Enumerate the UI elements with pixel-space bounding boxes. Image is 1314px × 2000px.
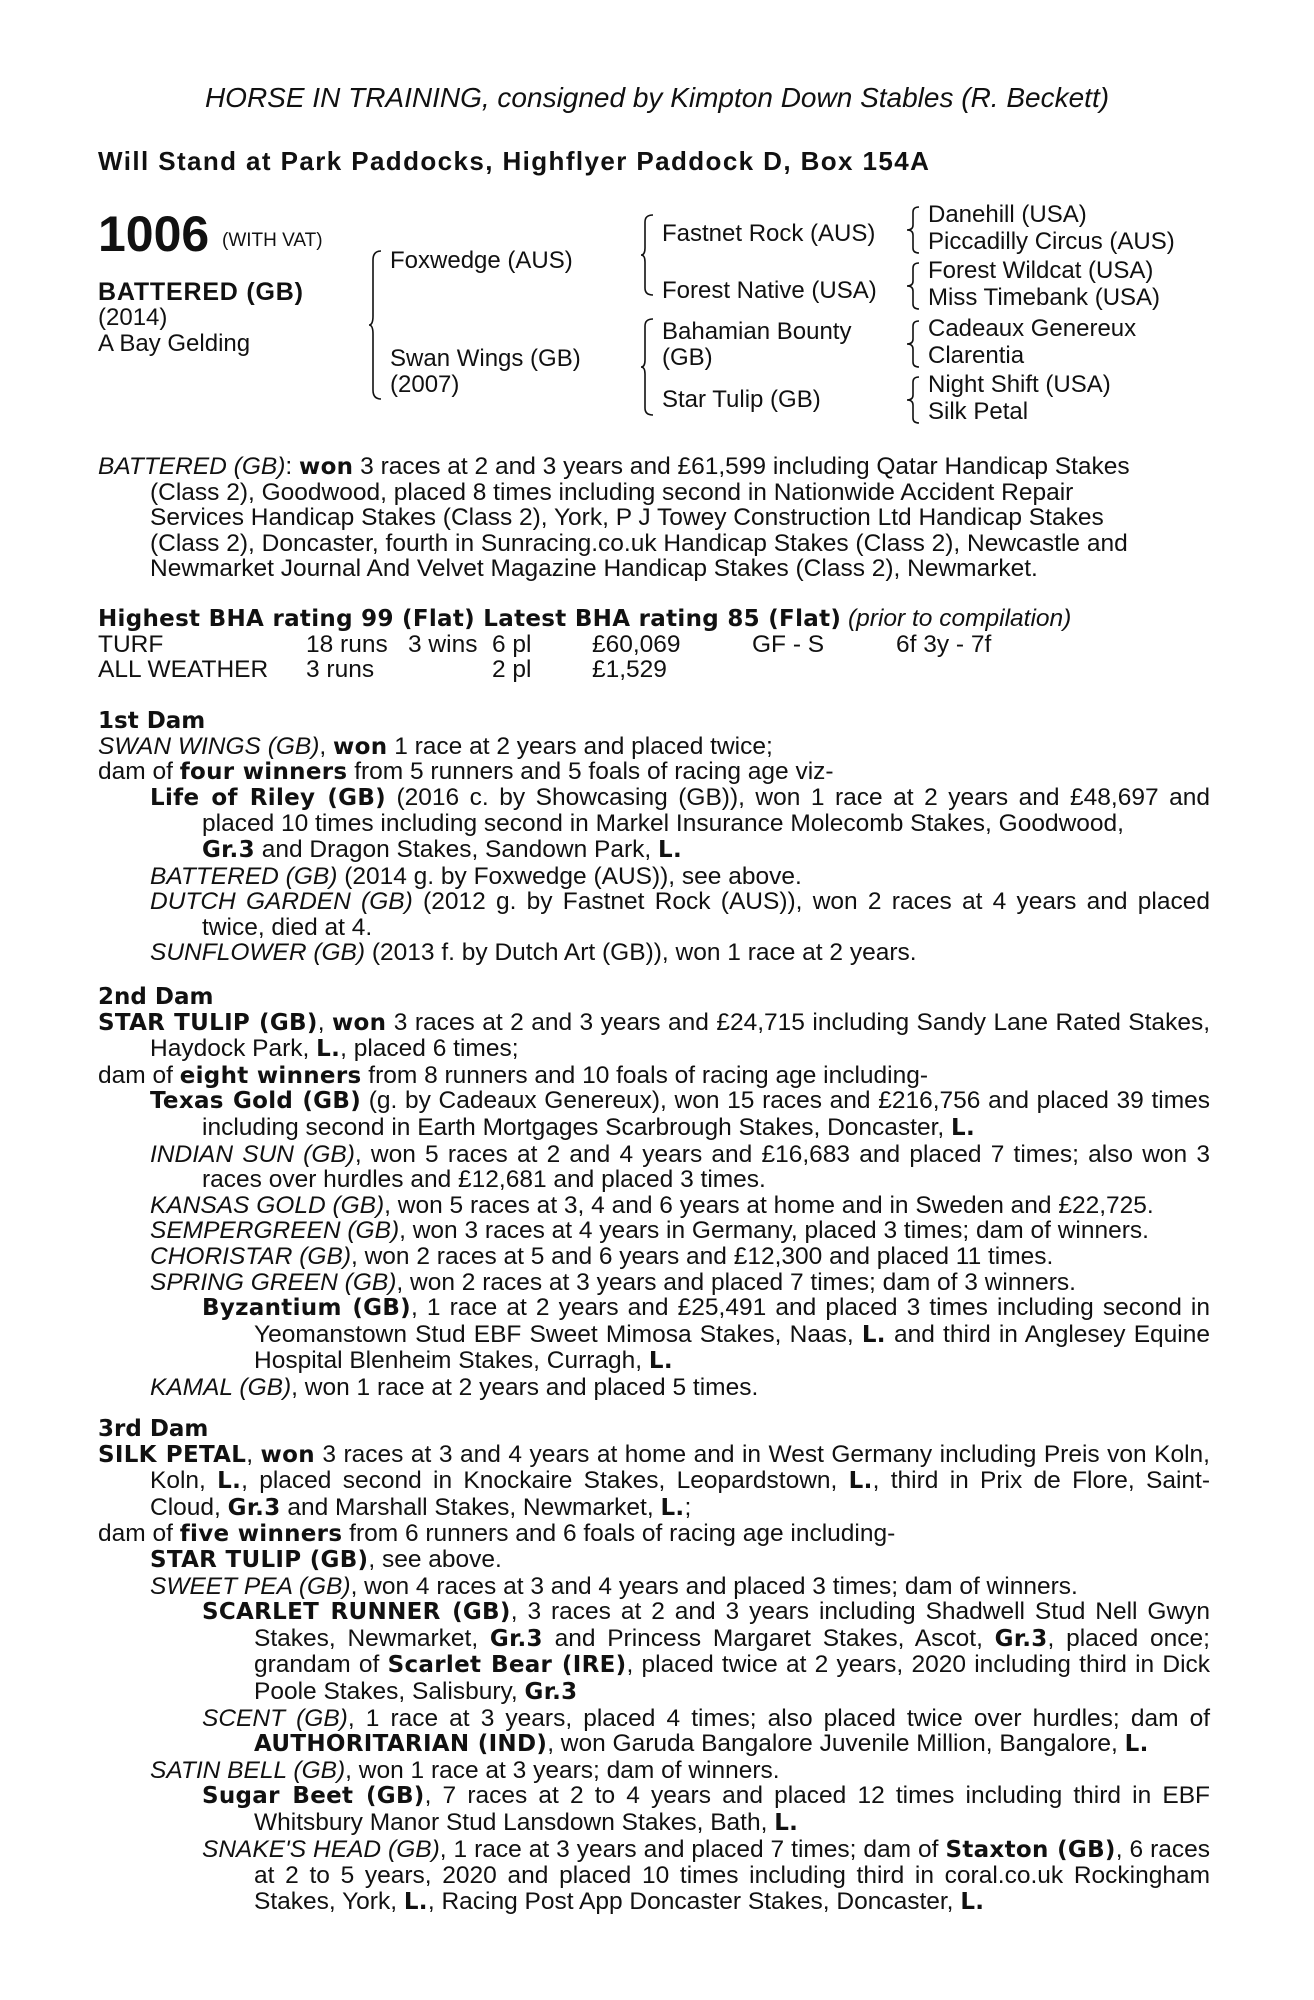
produce-texas-gold xyxy=(98,1088,1210,1141)
produce-name: STAR TULIP (GB) xyxy=(150,1546,369,1573)
produce-indian-sun xyxy=(98,1142,1210,1193)
produce-record: , won 5 races at 2 and 4 years and £16,683 and placed 7 times; also won 3 races over hurdles and £12,681 and placed 3 times. xyxy=(202,1140,1210,1194)
produce-sweet-pea xyxy=(98,1574,1210,1600)
produce-record: , 3 races at 2 and 3 years including Shadwell Stud Nell Gwyn Stakes, Newmarket, xyxy=(254,1598,1211,1652)
second-dam-heading: 2nd Dam xyxy=(98,984,214,1010)
produce-name: SCARLET RUNNER (GB) xyxy=(202,1599,511,1626)
produce-record: (2012 g. by Fastnet Rock (AUS)), won 2 races at 4 years and placed twice, died at 4. xyxy=(202,888,1211,941)
first-dam-won: won xyxy=(333,733,388,760)
third-dam-won: won xyxy=(260,1441,315,1468)
produce-scarlet-runner xyxy=(98,1599,1210,1705)
produce-name: SATIN BELL (GB) xyxy=(150,1756,346,1784)
first-dam-winners-rest: from 5 runners and 5 foals of racing age viz- xyxy=(354,758,834,786)
gp-bracket-3 xyxy=(906,320,920,368)
produce-dutch-garden xyxy=(98,889,1210,940)
dam-of-label: dam of xyxy=(98,1520,173,1548)
produce-record: and third in Anglesey Equine Hospital Blenheim Stakes, Curragh, xyxy=(254,1320,1210,1375)
produce-sugar-beet xyxy=(98,1783,1210,1836)
produce-record: , 1 race at 3 years and placed 7 times; dam of xyxy=(439,1835,939,1863)
runs-surface: TURF xyxy=(98,630,164,658)
third-dam-record: SILK PETAL, won 3 races at 3 and 4 years at home and in West Germany including Preis von Koln, Koln, L., placed second in Knockaire Stakes, Leopardstown, L., third in Prix de Flore, Saint-Cloud, Gr.3 and Marshall Stakes, Newmarket, L.; xyxy=(98,1440,1210,1521)
produce-name: SEMPERGREEN (GB) xyxy=(150,1217,400,1245)
produce-name: AUTHORITARIAN (IND) xyxy=(254,1731,548,1758)
summary-line-1: 3 races at 2 and 3 years and £61,599 including Qatar Handicap Stakes xyxy=(360,453,1130,480)
first-dam-winners: four winners xyxy=(179,759,348,786)
gp-bracket-4 xyxy=(906,376,920,424)
produce-record: , won 4 races at 3 and 4 years and placed 3 times; dam of winners. xyxy=(350,1572,1078,1600)
runs-going: GF - S xyxy=(752,630,825,658)
listed-label: L. xyxy=(774,1809,799,1836)
produce-name: SUNFLOWER (GB) xyxy=(150,939,366,967)
ratings-headline: Highest BHA rating 99 (Flat) Latest BHA rating 85 (Flat) xyxy=(98,606,842,632)
third-dam-rec: , placed second in Knockaire Stakes, Leopardstown, xyxy=(241,1467,838,1495)
summary-line-5: Newmarket Journal And Velvet Magazine Handicap Stakes (Class 2), Newmarket. xyxy=(150,555,1038,583)
runs-distance xyxy=(896,657,991,683)
dam-sire: Bahamian Bounty xyxy=(662,318,852,345)
third-dam-rec: ; xyxy=(684,1493,692,1521)
second-dam-record: STAR TULIP (GB), won 3 races at 2 and 3 years and £24,715 including Sandy Lane Rated Stakes, Haydock Park, L., placed 6 times; xyxy=(98,1008,1210,1063)
dam-dam: Star Tulip (GB) xyxy=(662,386,821,413)
first-dam-name: SWAN WINGS (GB) xyxy=(98,732,320,760)
ancestor-silk-petal: Silk Petal xyxy=(928,398,1029,425)
produce-record: (2013 f. by Dutch Art (GB)), won 1 race at 2 years. xyxy=(371,939,917,967)
listed-label: L. xyxy=(848,1468,873,1495)
second-dam-won: won xyxy=(331,1009,387,1036)
gp-bracket-2 xyxy=(906,262,920,310)
sire-dam: Forest Native (USA) xyxy=(662,277,877,304)
listed-label: L. xyxy=(316,1036,341,1063)
produce-record: , placed twice at 2 years, 2020 including third in Dick Poole Stakes, Salisbury, xyxy=(254,1651,1211,1705)
first-dam-section: 1st Dam SWAN WINGS (GB), won 1 race at 2 years and placed twice; dam of four winners from 5 runners and 5 foals of racing age viz- Life of Riley (GB) (2016 c. by Showcasing (GB)), won 1 race at 2 years and £48,697 and placed 10 times including second in Markel Insurance Molecomb Stakes, Goodwood, Gr.3 and Dragon Stakes, Sandown Park, L. BATTERED (GB) (2014 g. by Foxwedge (AUS)), see above. DUTCH GARDEN (GB) (2012 g. by Fastnet Rock (AUS)), won 2 races at 4 years and placed twice, died at 4. SUNFLOWER (GB) (2013 f. by Dutch Art (GB)), won 1 race at 2 years. xyxy=(98,708,1211,967)
runs-prize: £60,069 xyxy=(592,630,681,658)
produce-record: , won 2 races at 3 years and placed 7 times; dam of 3 winners. xyxy=(396,1268,1076,1296)
produce-record: , won 5 races at 3, 4 and 6 years at home and in Sweden and £22,725. xyxy=(384,1191,1154,1219)
grade-label: Gr.3 xyxy=(524,1678,578,1705)
grade-label: Gr.3 xyxy=(489,1625,543,1652)
ratings-block xyxy=(98,606,1210,683)
listed-label: L. xyxy=(960,1888,985,1915)
produce-name: CHORISTAR (GB) xyxy=(150,1242,351,1270)
third-dam-winners: five winners xyxy=(179,1521,343,1548)
runs-table xyxy=(98,632,991,683)
ratings-note: (prior to compilation) xyxy=(848,605,1072,632)
runs-row-turf xyxy=(98,632,991,658)
first-dam-record: 1 race at 2 years and placed twice; xyxy=(394,732,773,760)
grade-label: Gr.3 xyxy=(994,1625,1048,1652)
dam-of-label: dam of xyxy=(98,758,173,786)
stand-location: Will Stand at Park Paddocks, Highflyer Paddock D, Box 154A xyxy=(98,146,931,176)
summary-colon: : xyxy=(285,453,293,480)
produce-name: KANSAS GOLD (GB) xyxy=(150,1191,385,1219)
produce-sunflower xyxy=(98,940,1210,966)
listed-label: L. xyxy=(1124,1731,1149,1758)
ancestor-clarentia: Clarentia xyxy=(928,342,1025,369)
dam-name: Swan Wings (GB) xyxy=(390,345,581,372)
produce-sempergreen xyxy=(98,1218,1210,1244)
gp-bracket-1 xyxy=(906,206,920,254)
produce-name: INDIAN SUN (GB) xyxy=(150,1140,355,1168)
produce-choristar xyxy=(98,1244,1210,1270)
produce-life-of-riley xyxy=(98,785,1210,864)
produce-name: BATTERED (GB) xyxy=(150,862,338,890)
pedigree-bracket xyxy=(368,250,382,400)
lot-number: 1006 xyxy=(98,206,210,262)
produce-byzantium xyxy=(98,1295,1210,1375)
produce-record: , won 2 races at 5 and 6 years and £12,300 and placed 11 times. xyxy=(351,1242,1054,1270)
produce-record: (2016 c. by Showcasing (GB)), won 1 race at 2 years and £48,697 and placed 10 times including second in Markel Insurance Molecomb Stakes, Goodwood, xyxy=(202,783,1210,838)
listed-label: L. xyxy=(660,1494,685,1521)
dam-bracket xyxy=(640,318,654,416)
runs-prize: £1,529 xyxy=(592,656,667,684)
grade-label: Gr.3 xyxy=(227,1494,281,1521)
produce-name: Sugar Beet (GB) xyxy=(202,1783,425,1810)
runs-going xyxy=(752,657,896,683)
runs-wins xyxy=(408,657,492,683)
produce-record: and Dragon Stakes, Sandown Park, xyxy=(261,835,652,863)
produce-record: , 1 race at 3 years, placed 4 times; also placed twice over hurdles; dam of xyxy=(347,1704,1210,1732)
runs-placed: 6 pl xyxy=(492,630,532,658)
produce-name: Scarlet Bear (IRE) xyxy=(387,1652,627,1679)
produce-record: (2014 g. by Foxwedge (AUS)), see above. xyxy=(344,862,802,890)
produce-snakes-head xyxy=(98,1837,1210,1916)
ancestor-danehill: Danehill (USA) xyxy=(928,201,1087,228)
consignor-line: HORSE IN TRAINING, consigned by Kimpton Down Stables (R. Beckett) xyxy=(204,82,1110,113)
horse-description: A Bay Gelding xyxy=(98,330,251,357)
produce-record: , won 3 races at 4 years in Germany, placed 3 times; dam of winners. xyxy=(399,1217,1149,1245)
produce-name: Life of Riley (GB) xyxy=(150,784,386,811)
third-dam-rec: and Marshall Stakes, Newmarket, xyxy=(287,1493,654,1521)
summary-horse-name: BATTERED (GB) xyxy=(98,453,286,480)
produce-battered xyxy=(98,864,1210,890)
horse-year: (2014) xyxy=(98,304,168,331)
vat-note: (WITH VAT) xyxy=(222,230,323,251)
runs-count: 18 runs xyxy=(306,630,388,658)
second-dam-rec: , placed 6 times; xyxy=(340,1035,519,1063)
produce-kansas-gold xyxy=(98,1193,1210,1219)
summary-line-4: (Class 2), Doncaster, fourth in Sunracing.co.uk Handicap Stakes (Class 2), Newcastle and xyxy=(150,529,1128,557)
produce-record: , won 1 race at 3 years; dam of winners. xyxy=(345,1756,780,1784)
produce-record: , won Garuda Bangalore Juvenile Million, Bangalore, xyxy=(547,1730,1118,1758)
grade-label: Gr.3 xyxy=(202,836,255,863)
ancestor-night-shift: Night Shift (USA) xyxy=(928,371,1111,398)
second-dam-rec: 3 races at 2 and 3 years and £24,715 including Sandy Lane Rated Stakes, Haydock Park, xyxy=(150,1008,1210,1063)
produce-name: Byzantium (GB) xyxy=(202,1295,411,1322)
produce-record: , placed once; grandam of xyxy=(254,1624,1210,1679)
sire-name: Foxwedge (AUS) xyxy=(390,247,573,274)
runs-count: 3 runs xyxy=(306,656,375,684)
sire-bracket xyxy=(640,214,654,296)
produce-record: , 7 races at 2 to 4 years and placed 12 times including third in EBF Whitsbury Manor Stud Lansdown Stakes, Bath, xyxy=(254,1782,1211,1836)
second-dam-section xyxy=(98,984,1210,1401)
summary-won: won xyxy=(299,454,354,480)
first-dam-heading: 1st Dam xyxy=(98,708,206,734)
ancestor-piccadilly-circus: Piccadilly Circus (AUS) xyxy=(928,228,1175,255)
third-dam-section xyxy=(98,1416,1210,1915)
runs-surface: ALL WEATHER xyxy=(98,656,269,684)
produce-name: SPRING GREEN (GB) xyxy=(150,1268,397,1296)
third-dam-winners-rest: from 6 runners and 6 foals of racing age including- xyxy=(349,1520,896,1548)
second-dam-winners-rest: from 8 runners and 10 foals of racing age including- xyxy=(368,1061,929,1089)
produce-name: KAMAL (GB) xyxy=(150,1373,292,1401)
produce-star-tulip xyxy=(98,1547,1210,1574)
pedigree-block xyxy=(0,200,1314,440)
runs-row-all-weather xyxy=(98,657,991,683)
produce-record: , see above. xyxy=(368,1545,502,1573)
summary-line-3: Services Handicap Stakes (Class 2), York, P J Towey Construction Ltd Handicap Stakes xyxy=(150,504,1104,532)
second-dam-name: STAR TULIP (GB) xyxy=(98,1009,318,1036)
produce-record: , 6 races at 2 to 5 years, 2020 and placed 10 times including third in coral.co.uk Rockingham Stakes, York, xyxy=(254,1835,1210,1915)
runs-placed: 2 pl xyxy=(492,656,532,684)
dam-of-label: dam of xyxy=(98,1061,173,1089)
summary-line-2: (Class 2), Goodwood, placed 8 times including second in Nationwide Accident Repair xyxy=(150,478,1074,506)
runs-wins: 3 wins xyxy=(408,630,478,658)
produce-name: Texas Gold (GB) xyxy=(150,1088,362,1115)
produce-record: and Princess Margaret Stakes, Ascot, xyxy=(554,1624,983,1652)
runs-distance: 6f 3y - 7f xyxy=(896,630,992,658)
ancestor-cadeaux-genereux: Cadeaux Genereux xyxy=(928,315,1137,342)
produce-name: Staxton (GB) xyxy=(945,1836,1116,1863)
listed-label: L. xyxy=(951,1114,976,1141)
third-dam-heading: 3rd Dam xyxy=(98,1416,209,1442)
produce-name: SWEET PEA (GB) xyxy=(150,1572,351,1600)
produce-spring-green xyxy=(98,1270,1210,1296)
sire-sire: Fastnet Rock (AUS) xyxy=(662,220,876,247)
third-dam-name: SILK PETAL xyxy=(98,1441,247,1468)
produce-name: DUTCH GARDEN (GB) xyxy=(150,888,413,916)
race-summary xyxy=(98,454,1210,582)
produce-scent xyxy=(98,1706,1210,1758)
listed-label: L. xyxy=(648,1348,673,1375)
produce-name: SNAKE'S HEAD (GB) xyxy=(202,1835,440,1863)
produce-record: , Racing Post App Doncaster Stakes, Doncaster, xyxy=(427,1887,954,1915)
listed-label: L. xyxy=(403,1888,428,1915)
produce-record: , 1 race at 2 years and £25,491 and placed 3 times including second in Yeomanstown Stud EBF Sweet Mimosa Stakes, Naas, xyxy=(254,1294,1210,1348)
produce-record: , won 1 race at 2 years and placed 5 times. xyxy=(291,1373,759,1401)
horse-name: BATTERED (GB) xyxy=(98,278,304,306)
produce-name: SCENT (GB) xyxy=(202,1704,348,1732)
listed-label: L. xyxy=(658,836,683,863)
dam-sire-country: (GB) xyxy=(662,344,713,371)
listed-label: L. xyxy=(861,1321,886,1348)
third-dam-rec: , third in Prix de Flore, Saint-Cloud, xyxy=(150,1467,1210,1521)
produce-kamal xyxy=(98,1375,1210,1401)
listed-label: L. xyxy=(217,1468,242,1495)
dam-year: (2007) xyxy=(390,371,460,398)
third-dam-rec: 3 races at 3 and 4 years at home and in West Germany including Preis von Koln, Koln, xyxy=(150,1440,1210,1495)
produce-record: (g. by Cadeaux Genereux), won 15 races and £216,756 and placed 39 times including second in Earth Mortgages Scarbrough Stakes, Doncaster, xyxy=(202,1087,1211,1141)
produce-satin-bell xyxy=(98,1758,1210,1784)
ancestor-forest-wildcat: Forest Wildcat (USA) xyxy=(928,257,1154,284)
ancestor-miss-timebank: Miss Timebank (USA) xyxy=(928,284,1161,311)
second-dam-winners: eight winners xyxy=(179,1062,362,1089)
